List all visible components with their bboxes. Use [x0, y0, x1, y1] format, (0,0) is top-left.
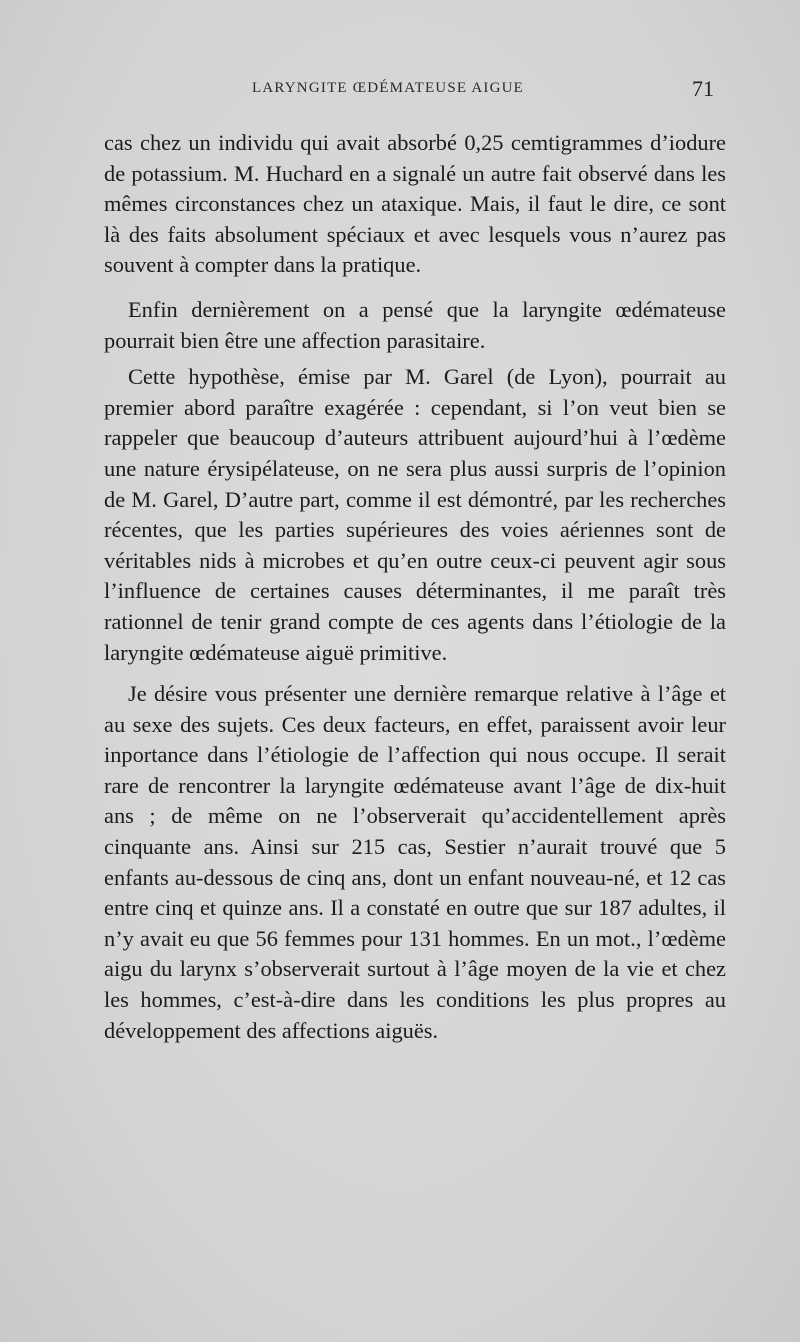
- page-header: [0, 78, 800, 106]
- paragraph-1: cas chez un individu qui avait absorbé 0,25 cemtigrammes d’iodure de potassium. M. Huchard en a signalé un autre fait observé dans les mêmes circonstances chez un ataxique. Mais, il faut le dire, ce sont là des faits absolument spéciaux et avec lesquels vous n’aurez pas souvent à compter dans la pratique.: [104, 130, 726, 278]
- paragraph-2: Enfin dernièrement on a pensé que la laryngite œdémateuse pourrait bien être une affection parasitaire.: [104, 296, 726, 353]
- paragraph-4: Je désire vous présenter une dernière remarque relative à l’âge et au sexe des sujets. Ces deux facteurs, en effet, paraissent avoir leur inportance dans l’étiologie de l’affection qui nous occupe. Il serait rare de rencontrer la laryngite œdémateuse avant l’âge de dix-huit ans ; de même on ne l’observerait qu’accidentellement après cinquante ans. Ainsi sur 215 cas, Sestier n’aurait trouvé que 5 enfants au-dessous de cinq ans, dont un enfant nouveau-né, et 12 cas entre cinq et quinze ans. Il a constaté en outre que sur 187 adultes, il n’y avait eu que 56 femmes pour 131 hommes. En un mot., l’œdème aigu du larynx s’observerait surtout à l’âge moyen de la vie et chez les hommes, c’est-à-dire dans les conditions les plus propres au développement des affections aiguës.: [104, 681, 726, 1043]
- page-number: 71: [692, 76, 714, 101]
- running-title: LARYNGITE ŒDÉMATEUSE AIGUE: [252, 80, 525, 96]
- body-text: [104, 128, 726, 1046]
- paragraph-3: Cette hypothèse, émise par M. Garel (de Lyon), pourrait au premier abord paraître exagérée : cependant, si l’on veut bien se rappeler que beaucoup d’auteurs attribuent aujourd’hui à l’œdème une nature érysipélateuse, on ne sera plus aussi surpris de l’opinion de M. Garel, D’autre part, comme il est démontré, par les recherches récentes, que les parties supérieures des voies aériennes sont de véritables nids à microbes et qu’en outre ceux-ci peuvent agir sous l’influence de certaines causes déterminantes, il me paraît très rationnel de tenir grand compte de ces agents dans l’étiologie de la laryngite œdémateuse aiguë primitive.: [104, 364, 726, 665]
